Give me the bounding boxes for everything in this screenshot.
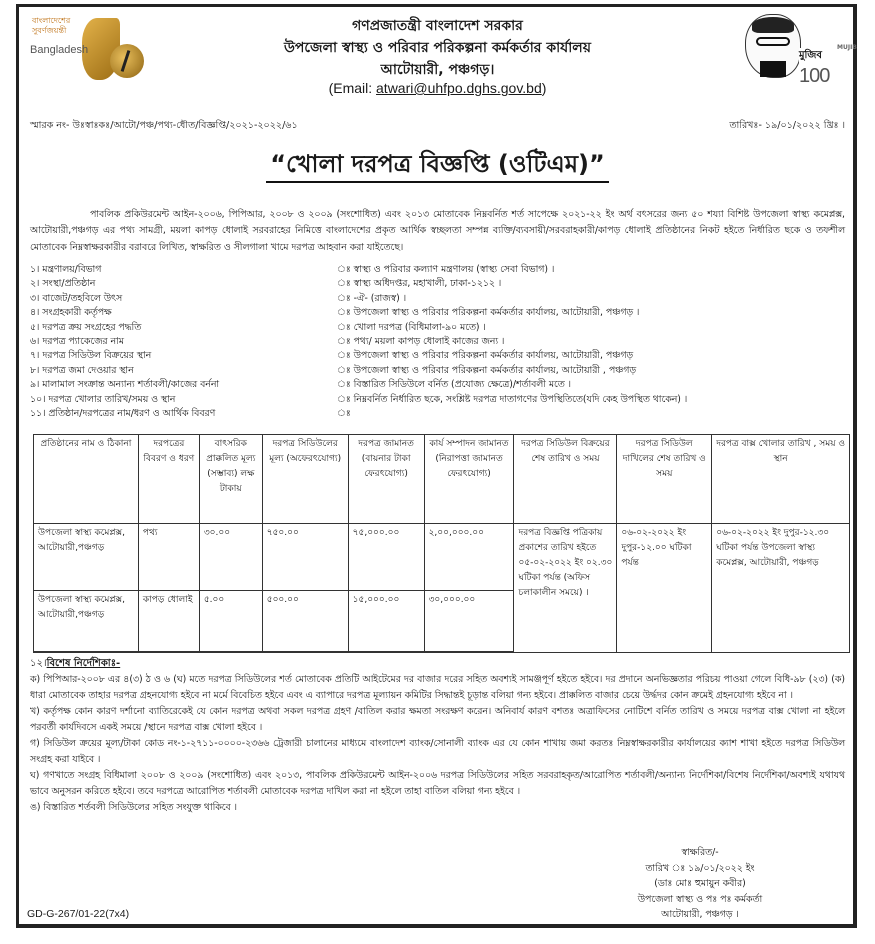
info-row: ৫। দরপত্র ক্রয় সংগ্রহের পদ্ধতি ঃ খোলা দরপত্র (বিধিমালা-৯০ মতে) । [30,321,486,333]
cell-institution: উপজেলা স্বাস্থ্য কমেপ্লক্স, আটোয়ারী,পঞ্চগড় [34,524,139,591]
col-header: দরপত্র বাক্স খোলার তারিখ , সময় ও স্থান [712,435,850,524]
cell-institution: উপজেলা স্বাস্থ্য কমেপ্লক্স, আটোয়ারী,পঞ্চগড় [34,591,139,653]
cell-type: কাপড় ধোলাই [138,591,199,653]
col-header: কার্য সম্পাদন জামানত (নিরাপত্তা জামানত ফেরৎযোগ্য) [424,435,514,524]
cell-performance-security: ২,০০,০০০.০০ [424,524,514,591]
info-row: ৩। বাজেট/তহবিলে উৎস ঃ -ঐ- (রাজস্ব) । [30,292,407,304]
special-instructions-heading: ১২।বিশেষ নির্দেশিকাঃ- [30,658,121,669]
info-row: ৭। দরপত্র সিডিউল বিক্রয়ের স্থান ঃ উপজেলা স্বাস্থ্য ও পরিবার পরিকল্পনা কর্মকর্তার কার্যালয়, আটোয়ারী, পঞ্চগড় [30,350,634,362]
instruction-item: খ) কর্তৃপক্ষ কোন কারণ দর্শানো ব্যাতিরেকেই যে কোন দরপত্র অথবা সকল দরপত্র গ্রহণ /বাতিল করার ক্ষমতা সংরক্ষণ করেন। অনিবার্য কারণ বশতঃ অত্রাফিসের নোটিশে বর্নিত তারিখ ও সময়ে দরপত্র বাক্স খোলা না হইলে পরবর্তী কার্যদিবসে একই সময়ে /স্থানে দরপত্র বাক্স খোলা হইবে । [30,706,845,733]
mujib-mark: মুজিব 100 MUJIB [799,44,857,87]
cell-type: পথ্য [138,524,199,591]
signatory-designation: উপজেলা স্বাস্থ্য ও পঃ পঃ কর্মকর্তা [637,893,763,905]
cell-estimate: ৫.০০ [199,591,262,653]
tender-table [33,434,850,653]
intro-paragraph: পাবলিক প্রকিউরমেন্ট আইন-২০০৬, পিপিআর, ২০০৮ ও ২০০৯ (সংশোধিত) এবং ২০১৩ মোতাবেক নিম্নবর্নিত শর্ত সাপেক্ষে ২০২১-২২ ইং অর্থ বৎসরের জন্য ৫০ শয্যা বিশিষ্ট উপজেলা স্বাস্থ্য কমেপ্লক্স, আটোয়ারী,পঞ্চগড় এর পথ্য সামগ্রী, ময়লা কাপড় ধোলাই সরবরাহের নিমিত্তে বাংলাদেশের প্রকৃত আর্থিক স্বচ্ছলতা সম্পন্ন ব্যক্তি/ব্যবসায়ী/সরবরাহকারী/কাপড় ধোলাই প্রতিষ্ঠানের নিকট হইতে নির্ধারিত ছকে ও তফশীল মোতাবেক নিম্নস্বাক্ষরকারীর বরাবরে লিখিত, স্বাক্ষরিত ও সীলগালা খামে দরপত্র আহবান করা যাইতেছে। [30,209,845,253]
table-header-row [34,435,850,524]
signature-date: তারিখ ঃ ১৯/০১/২০২২ ইং [645,862,755,874]
cell-schedule-price: ৫০০.০০ [262,591,348,653]
table-row [34,524,850,591]
instruction-item: ঘ) গণখাতে সংগ্রহ বিধিমালা ২০০৮ ও ২০০৯ (সংশোধিত) এবং ২০১৩, পাবলিক প্রকিউরমেন্ট আইন-২০০৬ দরপত্র সিডিউলের সহিত সরবরাহকৃত/আরোপিত শর্তাবলী/অন্যান্য নির্দেশিকা/বিশেষ নির্দেশিকা/অবশ্যই যথাযথ ভাবে অনুসরন করিতে হইবে। তবে দরপত্রে আরোপিত শর্তাবলী মোতাবেক দরপত্র দাখিল করা না হইলে তাহা বাতিল বলিয়া গন্য হইবে । [30,770,845,797]
cell-bid-security: ৭৫,০০০.০০ [348,524,424,591]
instruction-item: ক) পিপিআর-২০০৮ এর ৪(৩) ঠ ও ৬ (ঘ) মতে দরপত্র সিডিউলের শর্ত মোতাবেক প্রতিটি আইটেমের দর বাজার দরের সহিত অবশ্যই সামঞ্জপূর্ণ হইতে হইবে। দর প্রদানে অনভিজ্ঞতার পরিচয় পাওয়া গেলে বিধি-৯৮ (২৩) (ক) ধারা মোতাবেক তাহার দরপত্র গ্রহনযোগ্য হইবে না মর্মে বিবেচিত হইবে এবং এ ব্যাপারে দরপত্র মূল্যায়ন কমিটির সিদ্ধান্তই চূড়ান্ত বলিয়া গন্য হইবে। প্রাক্কলিত বাজার চেয়ে উর্দ্ধদর কোন ক্রমেই গ্রহনযোগ্য হইবে না । [30,674,845,701]
cell-estimate: ৩০.০০ [199,524,262,591]
info-row: ৪। সংগ্রহকারী কর্তৃপক্ষ ঃ উপজেলা স্বাস্থ্য ও পরিবার পরিকল্পনা কর্মকর্তার কার্যালয়, আটোয়ারী, পঞ্চগড় । [30,307,640,319]
col-header: বাৎসরিক প্রাক্কলিত মূল্য (সম্ভাব্য) লক্ষ টাকায় [199,435,262,524]
signature-block [600,845,800,923]
office-location: আটোয়ারী, পঞ্চগড়। [380,62,495,78]
instruction-item: গ) সিডিউল ক্রয়ের মূল্য/টাকা কোড নং-১-২৭১১-০০০০-২৩৬৬ ট্রেজারী চালানের মাধ্যমে বাংলাদেশ ব্যাংক/সোনালী ব্যাংক এর যে কোন শাখায় জমা করতঃ নিম্নস্বাক্ষরকারীর কার্যালয়ের ক্যাশ শাখা হইতে দরপত্র সিডিউল সংগ্রহ করা যাইবে । [30,738,845,765]
info-row: ৮। দরপত্র জমা দেওয়ার স্থান ঃ উপজেলা স্বাস্থ্য ও পরিবার পরিকল্পনা কর্মকর্তার কার্যালয়, আটোয়ারী , পঞ্চগড় [30,364,637,376]
email-link[interactable]: atwari@uhfpo.dghs.gov.bd [376,80,542,96]
memo-date: তারিখঃ- ১৯/০১/২০২২ খ্রিঃ । [729,120,845,131]
info-row: ৯। মালামাল সংক্রান্ত অন্যান্য শর্তাবলী/কাজের বর্ননা ঃ বিস্তারিত সিডিউলে বর্নিত (প্রযোজ্য ক্ষেত্রে)/শর্তাবলী মতে । [30,379,572,391]
special-instructions [30,672,845,816]
email-line: (Email: atwari@uhfpo.dghs.gov.bd) [328,80,547,96]
cell-opening: ০৬-০২-২০২২ ইং দুপুর-১২.৩০ ঘটিকা পর্যন্ত উপজেলা স্বাস্থ্য কমেপ্লক্স, আটোয়ারী, পঞ্চগড় [712,524,850,653]
memo-number: স্মারক নং- উঃস্বাঃকঃ/আটো/পঞ্চ/পথ্য-ধৌত/বিজ্ঞপ্তি/২০২১-২০২২/৬১ [30,120,298,131]
info-row: ৬। দরপত্র প্যাকেজের নাম ঃ পথ্য/ ময়লা কাপড় ধোলাই কাজের জন্য । [30,335,505,347]
info-row: ১১। প্রতিষ্ঠান/দরপত্রের নাম/ধরণ ও আর্থিক বিবরণ ঃ [30,407,351,419]
info-list [30,263,845,421]
col-header: দরপত্র সিডিউল বিক্রয়ের শেষ তারিখ ও সময় [514,435,617,524]
notice-title: “খোলা দরপত্র বিজ্ঞপ্তি (ওটিএম)” [0,146,875,186]
ad-code: GD-G-267/01-22(7x4) [27,908,130,920]
signatory-name: (ডাঃ মোঃ হুমায়ুন কবীর) [654,878,746,890]
info-row: ১০। দরপত্র খোলার তারিখ/সময় ও স্থান ঃ নিম্নবর্নিত নির্ধারিত ছকে, সংশ্লিষ্ট দরপত্র দাতাগণের উপস্থিতিতে(যদি কেহ উপস্থিত থাকেন) । [30,393,688,405]
logo-en-text: Bangladesh [30,44,89,56]
logo-bn-text: বাংলাদেশের সুবর্ণজয়ন্তী [32,16,71,35]
col-header: দরপত্র জামানত (বায়নার টাকা ফেরৎযোগ্য) [348,435,424,524]
cell-submission-deadline: ০৬-০২-২০২২ ইং দুপুর-১২.০০ ঘটিকা পর্যন্ত [617,524,712,653]
col-header: দরপত্র সিডিউলের মূল্য (অফেরৎযোগ্য) [262,435,348,524]
cell-performance-security: ৩০,০০০.০০ [424,591,514,653]
signed-label: স্বাক্ষরিত/- [681,847,719,858]
col-header: প্রতিষ্ঠানের নাম ও ঠিকানা [34,435,139,524]
govt-title: গণপ্রজাতন্ত্রী বাংলাদেশ সরকার [352,18,523,34]
signatory-place: আটোয়ারী, পঞ্চগড় । [661,909,739,921]
office-title: উপজেলা স্বাস্থ্য ও পরিবার পরিকল্পনা কর্মকর্তার কার্যালয় [284,40,591,56]
instruction-item: ঙ) বিস্তারিত শর্তবলী সিডিউলের সহিত সংযুক্ত থাকিবে । [30,802,237,813]
info-row: ১। মন্ত্রণালয়/বিভাগ ঃ স্বাস্থ্য ও পরিবার কল্যাণ মন্ত্রণালয় (স্বাস্থ্য সেবা বিভাগ) । [30,264,555,275]
cell-schedule-price: ৭৫০.০০ [262,524,348,591]
info-row: ২। সংস্থা/প্রতিষ্ঠান ঃ স্বাস্থ্য অধিদপ্তর, মহাখালী, ঢাকা-১২১২ । [30,278,502,290]
cell-bid-security: ১৫,০০০.০০ [348,591,424,653]
col-header: দরপত্রের বিবরণ ও ধরণ [138,435,199,524]
cell-sale-deadline: দরপত্র বিজ্ঞপ্তি পত্রিকায় প্রকাশের তারিখ হইতে ০৫-০২-২০২২ ইং ০২.৩০ ঘটিকা পর্যন্ত (অফিস চলাকালীন সময়ে) । [514,524,617,653]
col-header: দরপত্র সিডিউল দাখিলের শেষ তারিখ ও সময় [617,435,712,524]
